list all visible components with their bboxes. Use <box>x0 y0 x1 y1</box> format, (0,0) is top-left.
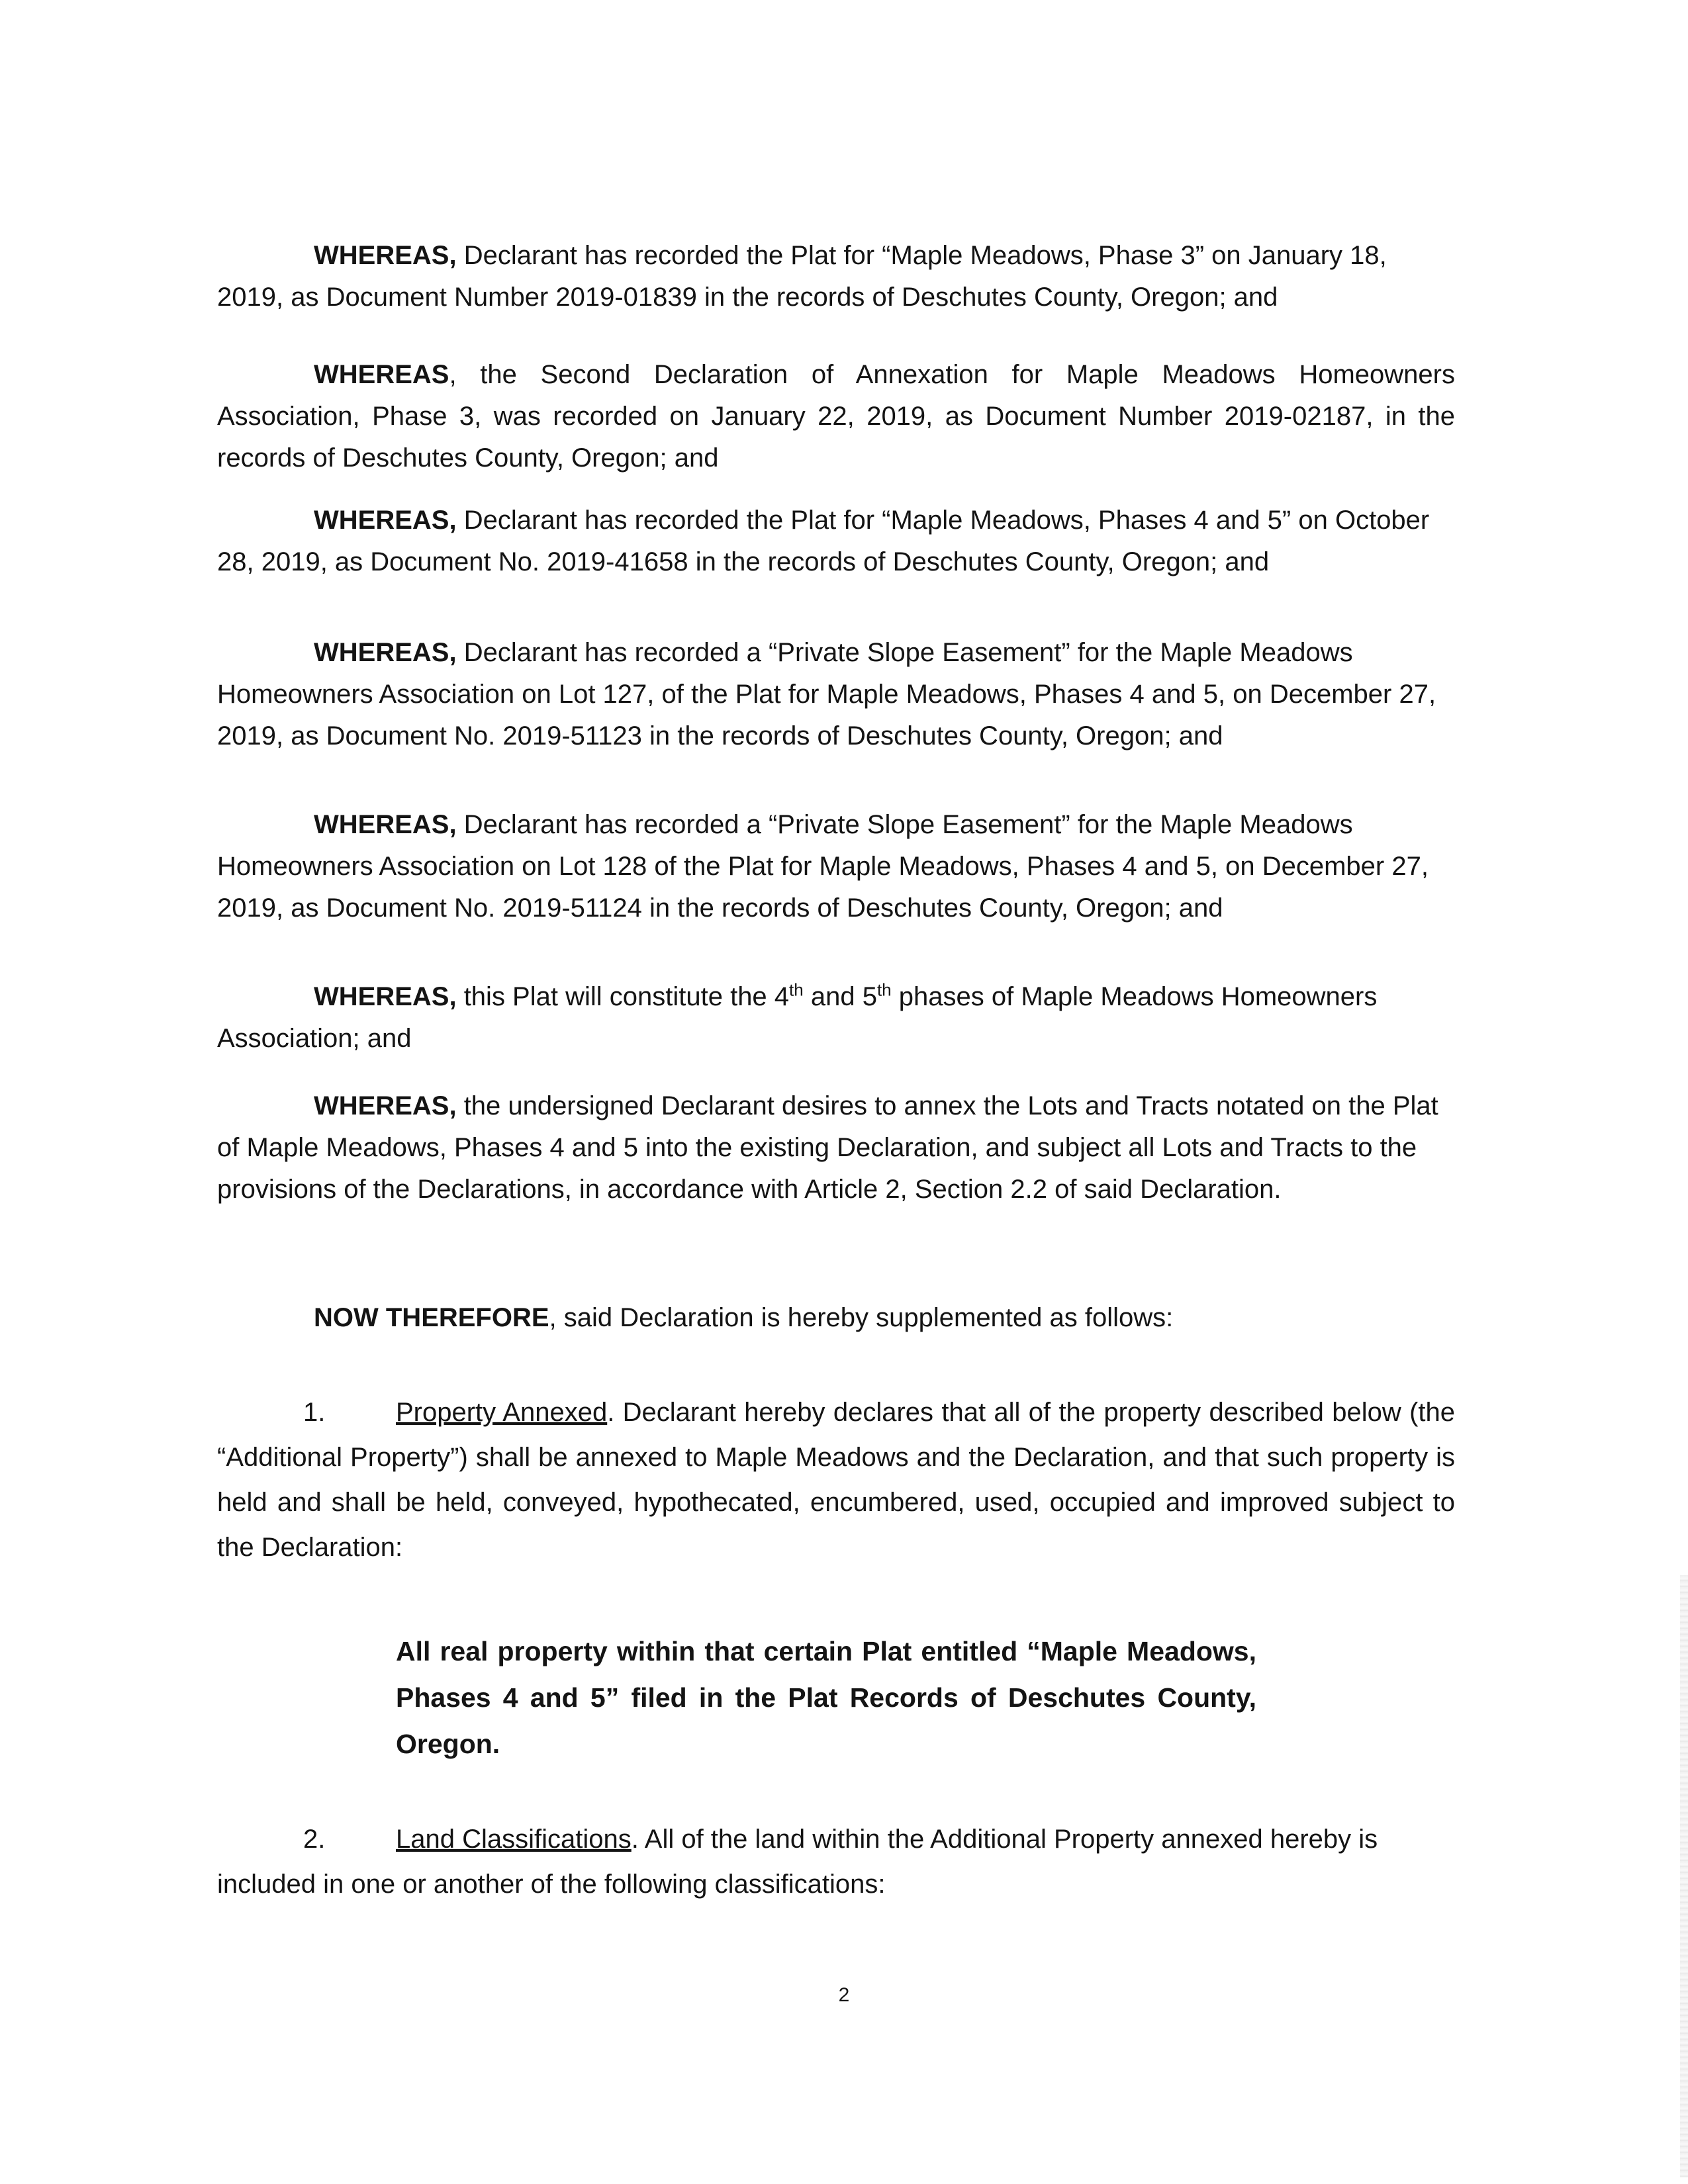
paragraph-text: , the Second Declaration of Annexation for Maple Meadows Homeowners Association, Phase 3, was recorded on January 22, 2019, as Document Number 2019-02187, in the records of Deschutes County, Oregon; and <box>217 360 1455 473</box>
whereas-lead: WHEREAS <box>314 360 449 389</box>
whereas-lead: WHEREAS, <box>314 506 457 535</box>
whereas-paragraph-1 <box>217 235 1455 318</box>
whereas-paragraph-7 <box>217 1085 1455 1210</box>
whereas-paragraph-2 <box>217 354 1455 479</box>
whereas-lead: WHEREAS, <box>314 638 457 667</box>
whereas-paragraph-6: WHEREAS, this Plat will constitute the 4th and 5th phases of Maple Meadows Homeowners Association; and <box>217 979 1378 1053</box>
legal-description: All real property within that certain Plat entitled “Maple Meadows, Phases 4 and 5” filed in the Plat Records of Deschutes County, Oregon. <box>396 1636 1256 1759</box>
section-heading: Land Classifications <box>396 1825 632 1854</box>
page-number: 2 <box>838 1984 850 2006</box>
section-text: . All of the land within the Additional Property annexed hereby is included in one or another of the following classifications: <box>217 1825 1378 1899</box>
section-1-property-annexed <box>217 1390 1455 1570</box>
paragraph-text: Declarant has recorded the Plat for “Maple Meadows, Phase 3” on January 18, 2019, as Document Number 2019-01839 in the records of Deschutes County, Oregon; and <box>217 241 1387 312</box>
paragraph-text: Declarant has recorded the Plat for “Maple Meadows, Phases 4 and 5” on October 28, 2019, as Document No. 2019-41658 in the records of Deschutes County, Oregon; and <box>217 506 1430 576</box>
whereas-paragraph-4 <box>217 632 1455 757</box>
whereas-lead: WHEREAS, <box>314 241 457 270</box>
section-2-land-classifications <box>217 1817 1455 1907</box>
paragraph-text: Declarant has recorded a “Private Slope Easement” for the Maple Meadows Homeowners Association on Lot 128 of the Plat for Maple Meadows, Phases 4 and 5, on December 27, 2019, as Document No. 2019-51124 in the records of Deschutes County, Oregon; and <box>217 810 1429 923</box>
section-text: . Declarant hereby declares that all of the property described below (the “Additional Property”) shall be annexed to Maple Meadows and the Declaration, and that such property is held and shall be held, conveyed, hypothecated, encumbered, used, occupied and improved subject to the Declaration: <box>217 1398 1455 1562</box>
paragraph-text: Declarant has recorded a “Private Slope Easement” for the Maple Meadows Homeowners Association on Lot 127, of the Plat for Maple Meadows, Phases 4 and 5, on December 27, 2019, as Document No. 2019-51123 in the records of Deschutes County, Oregon; and <box>217 638 1436 751</box>
section-heading: Property Annexed <box>396 1398 608 1427</box>
now-therefore-lead: NOW THEREFORE <box>314 1303 549 1332</box>
whereas-paragraph-3 <box>217 500 1455 583</box>
whereas-paragraph-5 <box>217 804 1455 929</box>
whereas-lead: WHEREAS, <box>314 1091 457 1120</box>
scan-edge-artifact <box>1680 1575 1688 2177</box>
whereas-lead: WHEREAS, <box>314 810 457 839</box>
paragraph-text: the undersigned Declarant desires to annex the Lots and Tracts notated on the Plat of Maple Meadows, Phases 4 and 5 into the existing Declaration, and subject all Lots and Tracts to the provisions of the Declarations, in accordance with Article 2, Section 2.2 of said Declaration. <box>217 1091 1438 1204</box>
now-therefore-paragraph <box>217 1297 1455 1339</box>
section-number: 1. <box>303 1398 326 1427</box>
whereas-lead: WHEREAS, <box>314 982 457 1011</box>
section-number: 2. <box>303 1825 326 1854</box>
paragraph-text: , said Declaration is hereby supplemented as follows: <box>549 1303 1174 1332</box>
